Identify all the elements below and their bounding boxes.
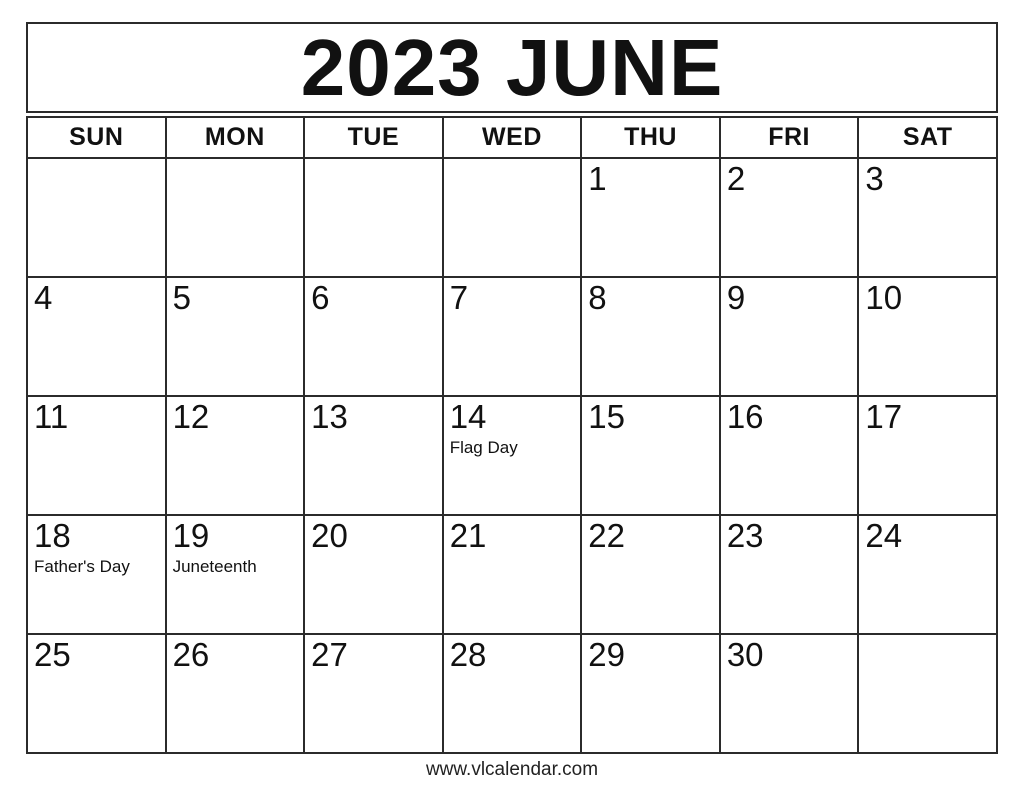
day-number: 18 — [34, 517, 71, 554]
day-number: 29 — [588, 636, 625, 673]
day-cell — [581, 515, 720, 634]
day-cell — [581, 634, 720, 753]
day-cell — [858, 158, 997, 277]
day-cell — [27, 277, 166, 396]
day-number: 15 — [588, 398, 625, 435]
day-number: 14 — [449, 398, 487, 435]
day-number: 26 — [172, 636, 210, 673]
day-number: 5 — [172, 279, 191, 316]
day-cell — [443, 158, 582, 277]
day-number: 28 — [449, 636, 487, 673]
day-cell — [304, 277, 443, 396]
day-number: 22 — [588, 517, 625, 554]
day-number: 11 — [34, 398, 69, 435]
day-header-sun: SUN — [27, 117, 166, 158]
day-number: 13 — [311, 398, 348, 435]
week-row-5 — [27, 634, 997, 753]
day-number: 9 — [726, 279, 746, 316]
day-cell — [166, 158, 305, 277]
day-cell — [443, 515, 582, 634]
day-cell — [166, 277, 305, 396]
day-cell — [858, 396, 997, 515]
week-row-4 — [27, 515, 997, 634]
day-cell — [720, 158, 859, 277]
day-cell — [858, 634, 997, 753]
day-number: 30 — [726, 636, 764, 673]
day-cell — [27, 634, 166, 753]
week-row-2 — [27, 277, 997, 396]
day-cell — [443, 277, 582, 396]
day-cell — [443, 396, 582, 515]
day-number: 17 — [865, 398, 903, 435]
day-header-wed: WED — [443, 117, 582, 158]
day-cell — [443, 634, 582, 753]
calendar-title: 2023 JUNE — [300, 22, 724, 112]
day-number: 2 — [726, 160, 746, 197]
day-number: 3 — [865, 160, 884, 197]
day-cell — [581, 396, 720, 515]
day-number: 27 — [311, 636, 348, 673]
day-number: 1 — [588, 160, 607, 197]
holiday-label-flag-day: Flag Day — [449, 437, 518, 457]
day-number: 4 — [34, 279, 53, 316]
day-cell — [27, 158, 166, 277]
day-cell — [581, 277, 720, 396]
day-number: 20 — [311, 517, 348, 554]
day-header-mon: MON — [166, 117, 305, 158]
day-header-sat: SAT — [858, 117, 997, 158]
holiday-label-fathers-day: Father's Day — [34, 556, 130, 576]
day-number: 21 — [449, 517, 487, 554]
week-row-3 — [27, 396, 997, 515]
day-cell — [166, 515, 305, 634]
day-cell — [27, 515, 166, 634]
day-number: 10 — [865, 279, 903, 316]
day-cell — [304, 634, 443, 753]
day-cell — [166, 634, 305, 753]
holiday-label-juneteenth: Juneteenth — [172, 556, 257, 576]
day-cell — [304, 158, 443, 277]
day-cell — [720, 396, 859, 515]
day-header-fri: FRI — [720, 117, 859, 158]
site-url: www.vlcalendar.com — [425, 759, 599, 780]
calendar-grid — [26, 116, 998, 754]
day-cell — [858, 277, 997, 396]
day-header-row — [27, 117, 997, 158]
day-cell — [27, 396, 166, 515]
day-number: 12 — [172, 398, 210, 435]
calendar-container — [26, 22, 998, 781]
day-number: 25 — [34, 636, 71, 673]
day-number: 8 — [588, 279, 607, 316]
calendar-title-box — [26, 22, 998, 113]
day-number: 19 — [172, 517, 210, 554]
day-number: 6 — [311, 279, 330, 316]
day-number: 16 — [726, 398, 764, 435]
day-header-tue: TUE — [304, 117, 443, 158]
day-cell — [720, 634, 859, 753]
day-number: 24 — [865, 517, 903, 554]
day-cell — [304, 515, 443, 634]
day-cell — [720, 515, 859, 634]
day-number: 7 — [449, 279, 469, 316]
day-number: 23 — [726, 517, 764, 554]
week-row-1 — [27, 158, 997, 277]
day-cell — [304, 396, 443, 515]
day-cell — [858, 515, 997, 634]
day-cell — [581, 158, 720, 277]
day-header-thu: THU — [581, 117, 720, 158]
day-cell — [720, 277, 859, 396]
day-cell — [166, 396, 305, 515]
